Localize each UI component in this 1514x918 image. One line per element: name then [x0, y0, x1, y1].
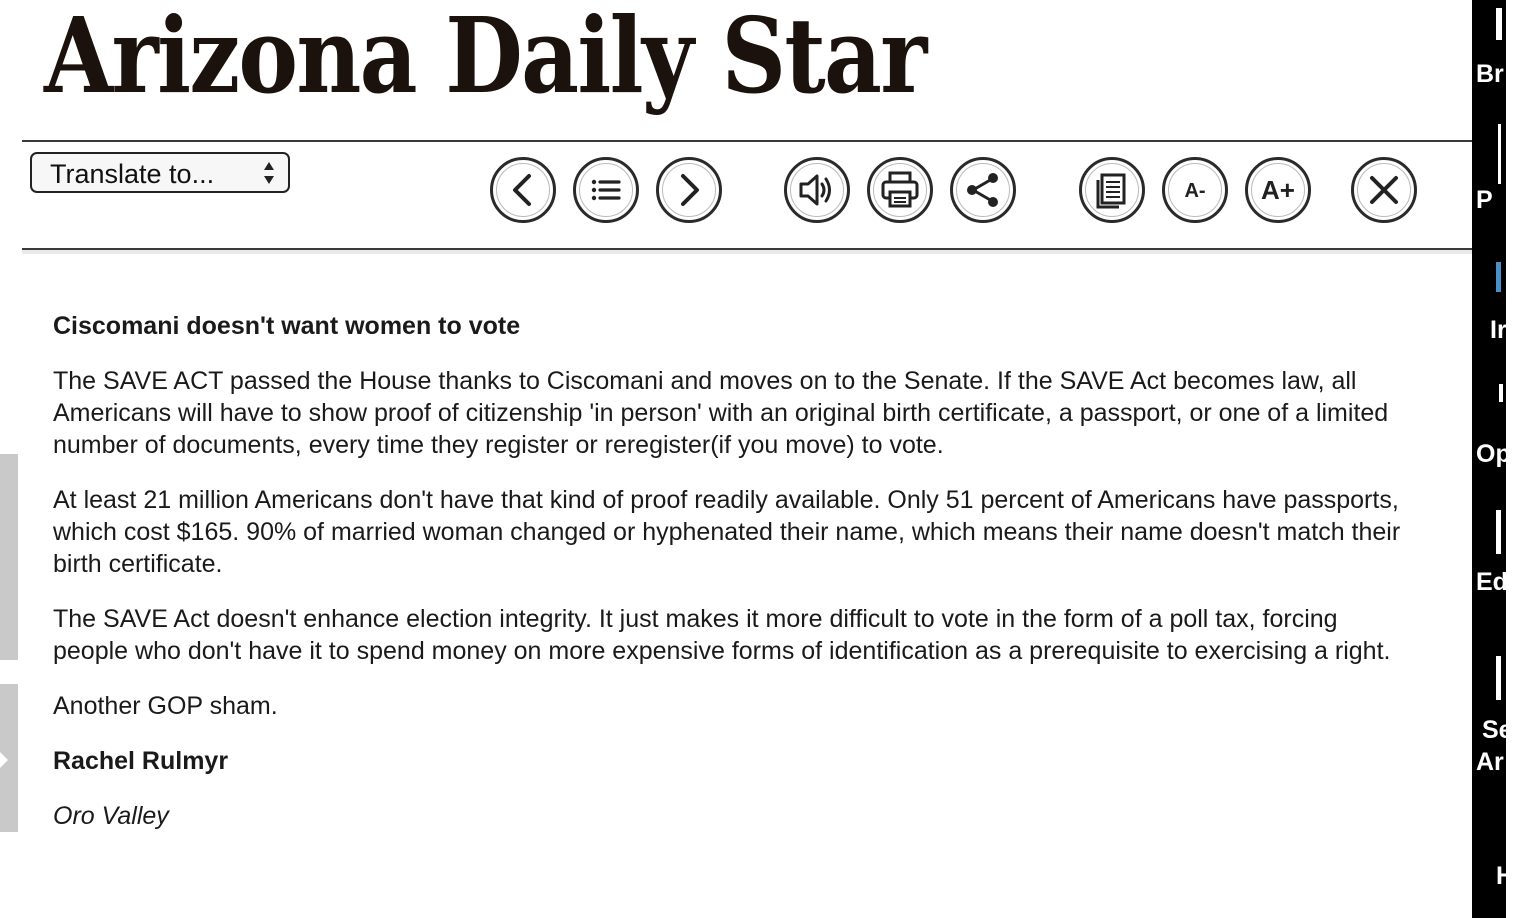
- share-icon: [953, 160, 1013, 220]
- next-button[interactable]: [656, 157, 722, 223]
- share-button[interactable]: [950, 157, 1016, 223]
- masthead-logo: [44, 0, 926, 128]
- chevron-left-icon: [493, 160, 553, 220]
- article-paragraph: At least 21 million Americans don't have that kind of proof readily available. Only 51 percent of Americans have passports, which cost $165. 90% of married woman changed or hyphenated their name, which means their name doesn't match their birth certificate.: [53, 486, 1401, 578]
- chevron-right-icon: [659, 160, 719, 220]
- rail-item[interactable]: Ar: [1476, 748, 1504, 776]
- print-button[interactable]: [867, 157, 933, 223]
- page-view-button[interactable]: [1079, 157, 1145, 223]
- right-sidebar-nav: [1472, 0, 1514, 918]
- left-expand-tab[interactable]: [0, 684, 18, 832]
- previous-button[interactable]: [490, 157, 556, 223]
- list-icon: [576, 160, 636, 220]
- font-decrease-icon: [1165, 160, 1225, 220]
- increase-font-button[interactable]: [1245, 157, 1311, 223]
- masthead-title: Arizona Daily Star: [44, 0, 926, 117]
- rail-item[interactable]: Se: [1482, 716, 1513, 744]
- rail-item[interactable]: Op: [1476, 440, 1511, 468]
- printer-icon: [870, 160, 930, 220]
- increase-font-label: A+: [1261, 175, 1295, 205]
- rail-icon: [1498, 124, 1501, 184]
- rail-icon: [1496, 510, 1501, 554]
- contents-button[interactable]: [573, 157, 639, 223]
- translate-label: Translate to...: [50, 159, 215, 189]
- rail-icon: [1496, 656, 1501, 700]
- article-headline: Ciscomani doesn't want women to vote: [53, 312, 521, 340]
- toolbar-bottom-divider: [22, 248, 1474, 250]
- select-arrows-icon: [262, 159, 276, 187]
- article-paragraph: The SAVE Act doesn't enhance election integrity. It just makes it more difficult to vote in the form of a poll tax, forcing people who don't have it to spend money on more expensive forms of identification as a prerequisite to exercising a right.: [53, 605, 1391, 665]
- translate-select[interactable]: [30, 152, 290, 193]
- article-body: [53, 310, 1403, 855]
- rail-item[interactable]: Ed: [1476, 568, 1508, 596]
- decrease-font-button[interactable]: [1162, 157, 1228, 223]
- rail-item[interactable]: H: [1496, 862, 1514, 890]
- article-location: Oro Valley: [53, 802, 169, 830]
- article-author: Rachel Rulmyr: [53, 747, 229, 775]
- toolbar-top-divider: [22, 140, 1474, 142]
- rail-icon: [1496, 8, 1502, 40]
- listen-button[interactable]: [784, 157, 850, 223]
- rail-item[interactable]: P: [1476, 186, 1493, 214]
- rail-item[interactable]: Br: [1476, 60, 1504, 88]
- decrease-font-label: A-: [1184, 180, 1206, 202]
- font-increase-icon: [1248, 160, 1308, 220]
- rail-icon: [1499, 384, 1503, 402]
- speaker-icon: [787, 160, 847, 220]
- rail-item[interactable]: Ir: [1490, 316, 1507, 344]
- article-paragraph: The SAVE ACT passed the House thanks to Ciscomani and moves on to the Senate. If the SAVE Act becomes law, all Americans will have to show proof of citizenship 'in person' with an original birth certificate, a passport, or one of a limited number of documents, every time they register or reregister(if you move) to vote.: [53, 367, 1389, 459]
- left-side-tab[interactable]: [0, 454, 18, 660]
- article-paragraph: Another GOP sham.: [53, 692, 278, 720]
- document-icon: [1082, 160, 1142, 220]
- close-icon: [1354, 160, 1414, 220]
- close-button[interactable]: [1351, 157, 1417, 223]
- rail-icon: [1496, 262, 1501, 292]
